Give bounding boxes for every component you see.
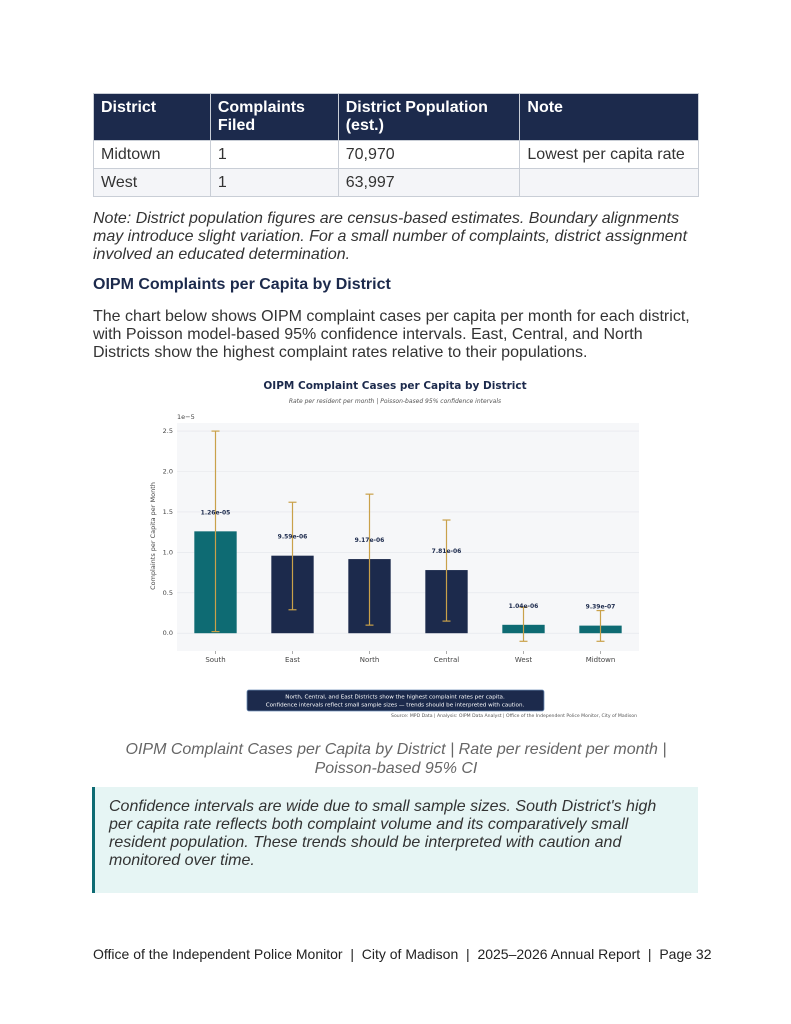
- chart-subtitle: Rate per resident per month | Poisson-based 95% confidence intervals: [288, 398, 502, 405]
- y-tick-label: 1.5: [162, 507, 173, 516]
- callout-text: Confidence intervals are wide due to small sample sizes. South District's high per capita rate reflects both complaint volume and its comparatively small resident population. These trends should be interpreted with caution and monitored over time.: [109, 798, 657, 869]
- table-row: [94, 141, 699, 169]
- table-cell: Lowest per capita rate: [520, 141, 699, 169]
- y-tick-label: 2.5: [162, 427, 173, 436]
- header-complaints-filed: Complaints Filed: [210, 94, 338, 141]
- x-tick-label: Central: [433, 656, 460, 664]
- y-tick-label: 2.0: [162, 467, 173, 476]
- chart-title: OIPM Complaint Cases per Capita by District: [263, 380, 527, 392]
- data-label: 9.17e-06: [354, 537, 385, 545]
- y-axis-label: Complaints per Capita per Month: [149, 482, 157, 590]
- chart-source: Source: MPD Data | Analysis: OIPM Data Analyst | Office of the Independent Police Monitor, City of Madison: [391, 714, 637, 719]
- header-district: District: [94, 94, 211, 141]
- header-district-population: District Population (est.): [338, 94, 520, 141]
- page-footer: Office of the Independent Police Monitor | City of Madison | 2025–2026 Annual Report | Page 32: [93, 946, 712, 962]
- plot-area: [177, 423, 639, 651]
- section-paragraph: The chart below shows OIPM complaint cases per capita per month for each district, with Poisson model-based 95% confidence intervals. East, Central, and North Districts show the highest complaint rates relative to their populations.: [93, 308, 690, 361]
- data-label: 9.39e-07: [585, 603, 616, 611]
- section-heading: OIPM Complaints per Capita by District: [93, 276, 391, 293]
- population-note: Note: District population figures are census-based estimates. Boundary alignments may introduce slight variation. For a small number of complaints, district assignment involved an educated determination.: [93, 210, 688, 263]
- table-row: [94, 169, 699, 197]
- annotation-line-1: North, Central, and East Districts show the highest complaint rates per capita.: [285, 694, 505, 701]
- y-tick-label: 1.0: [162, 548, 173, 557]
- data-label: 7.81e-06: [431, 548, 462, 556]
- x-tick-label: West: [514, 656, 533, 664]
- figure-caption: OIPM Complaint Cases per Capita by District | Rate per resident per month | Poisson-based 95% CI: [125, 741, 667, 777]
- data-label: 1.04e-06: [508, 602, 539, 610]
- table-cell: 70,970: [338, 141, 520, 169]
- table-cell: 1: [210, 169, 338, 197]
- x-tick-label: South: [205, 656, 226, 664]
- y-tick-label: 0.5: [162, 588, 173, 597]
- table-cell: 63,997: [338, 169, 520, 197]
- per-capita-chart: [140, 372, 650, 722]
- y-tick-label: 0.0: [162, 629, 173, 638]
- annotation-line-2: Confidence intervals reflect small sample sizes — trends should be interpreted with caution.: [265, 702, 525, 709]
- y-scale-label: 1e−5: [177, 413, 195, 421]
- data-label: 1.26e-05: [200, 509, 231, 517]
- data-label: 9.59e-06: [277, 533, 308, 541]
- district-table: [93, 93, 699, 197]
- x-tick-label: Midtown: [585, 656, 616, 664]
- table-cell: Midtown: [94, 141, 211, 169]
- header-note: Note: [520, 94, 699, 141]
- x-tick-label: North: [359, 656, 380, 664]
- x-tick-label: East: [284, 656, 301, 664]
- table-cell: 1: [210, 141, 338, 169]
- table-cell: West: [94, 169, 211, 197]
- table-header-row: [94, 94, 699, 141]
- table-cell: [520, 169, 699, 197]
- callout-box: [92, 787, 698, 893]
